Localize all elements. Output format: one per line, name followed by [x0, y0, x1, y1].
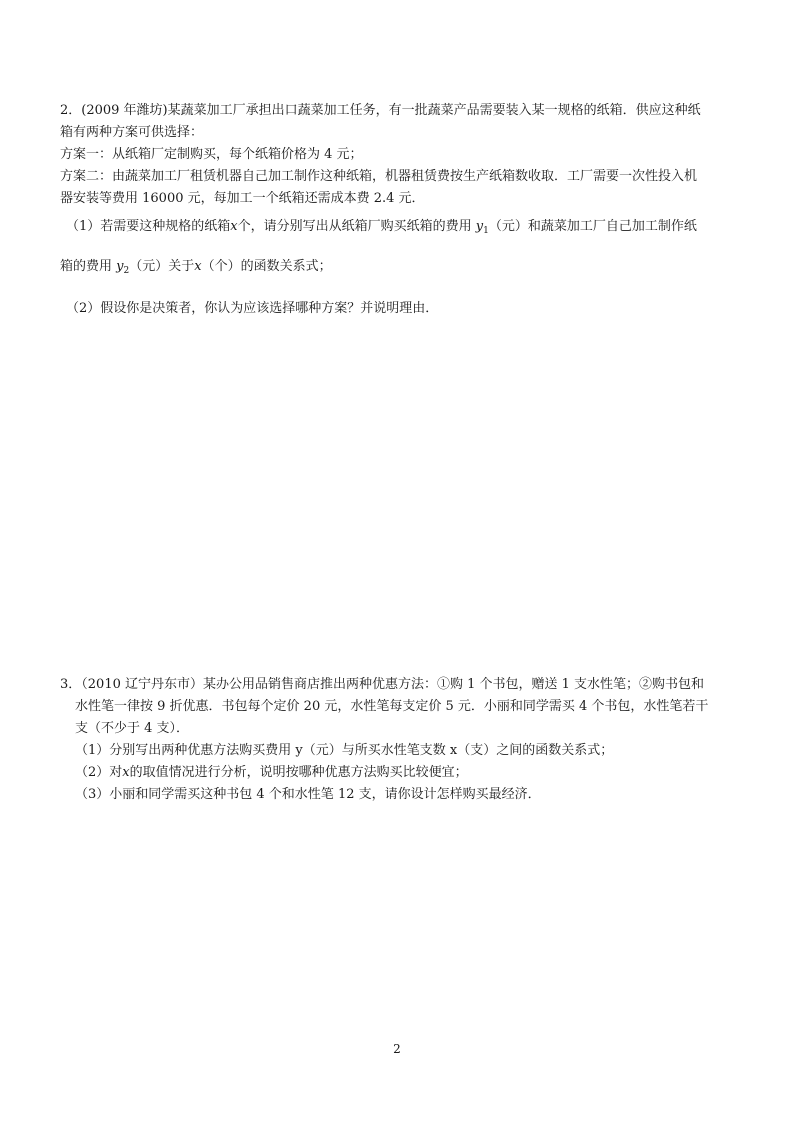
q1-text-f: （个）的函数关系式；	[201, 259, 332, 274]
page-number: 2	[393, 1042, 401, 1056]
var-y1: $y_1$	[475, 219, 489, 236]
problem-3-line-2: 水性笔一律按 9 折优惠．书包每个定价 20 元，水性笔每支定价 5 元．小丽和同学需买 4 个书包，水性笔若干	[75, 699, 709, 714]
var-x: x	[194, 259, 202, 274]
problem-3-line-3: 支（不少于 4 支）．	[75, 721, 190, 736]
problem-2-plan-1: 方案一：从纸箱厂定制购买，每个纸箱价格为 4 元；	[60, 147, 363, 162]
problem-3-question-2: （2）对x的取值情况进行分析，说明按哪种优惠方法购买比较便宜；	[75, 765, 468, 780]
q1-text-a: （1）若需要这种规格的纸箱	[66, 219, 231, 234]
problem-2-question-2: （2）假设你是决策者，你认为应该选择哪种方案？并说明理由．	[66, 301, 439, 316]
var-y2: $y_2$	[116, 259, 130, 276]
q1-text-b: 个，请分别写出从纸箱厂购买纸箱的费用	[237, 219, 472, 234]
problem-3-question-1: （1）分别写出两种优惠方法购买费用 y（元）与所买水性笔支数 x（支）之间的函数关系式；	[75, 743, 614, 758]
problem-2-plan-2: 方案二：由蔬菜加工厂租赁机器自己加工制作这种纸箱，机器租赁费按生产纸箱数收取．工厂需要一次性投入机	[60, 169, 698, 184]
problem-2-line-1: 2．(2009 年潍坊)某蔬菜加工厂承担出口蔬菜加工任务，有一批蔬菜产品需要装入某一规格的纸箱．供应这种纸	[60, 103, 701, 118]
q1-text-c: （元）和蔬菜加工厂自己加工制作纸	[488, 219, 697, 234]
problem-2-question-1-cont	[60, 258, 332, 280]
var-x: x	[122, 765, 130, 780]
q1-text-e: （元）关于	[129, 259, 195, 274]
problem-3-line-1: 3．（2010 辽宁丹东市）某办公用品销售商店推出两种优惠方法：①购 1 个书包，赠送 1 支水性笔；②购书包和	[60, 677, 705, 692]
problem-2-question-1	[66, 218, 697, 240]
problem-3-question-3: （3）小丽和同学需买这种书包 4 个和水性笔 12 支，请你设计怎样购买最经济．	[75, 787, 541, 802]
q1-text-d: 箱的费用	[60, 259, 113, 274]
var-x: x	[230, 219, 238, 234]
problem-2-plan-2-cont: 器安装等费用 16000 元，每加工一个纸箱还需成本费 2.4 元．	[60, 191, 425, 206]
problem-2-line-2: 箱有两种方案可供选择：	[60, 125, 204, 140]
